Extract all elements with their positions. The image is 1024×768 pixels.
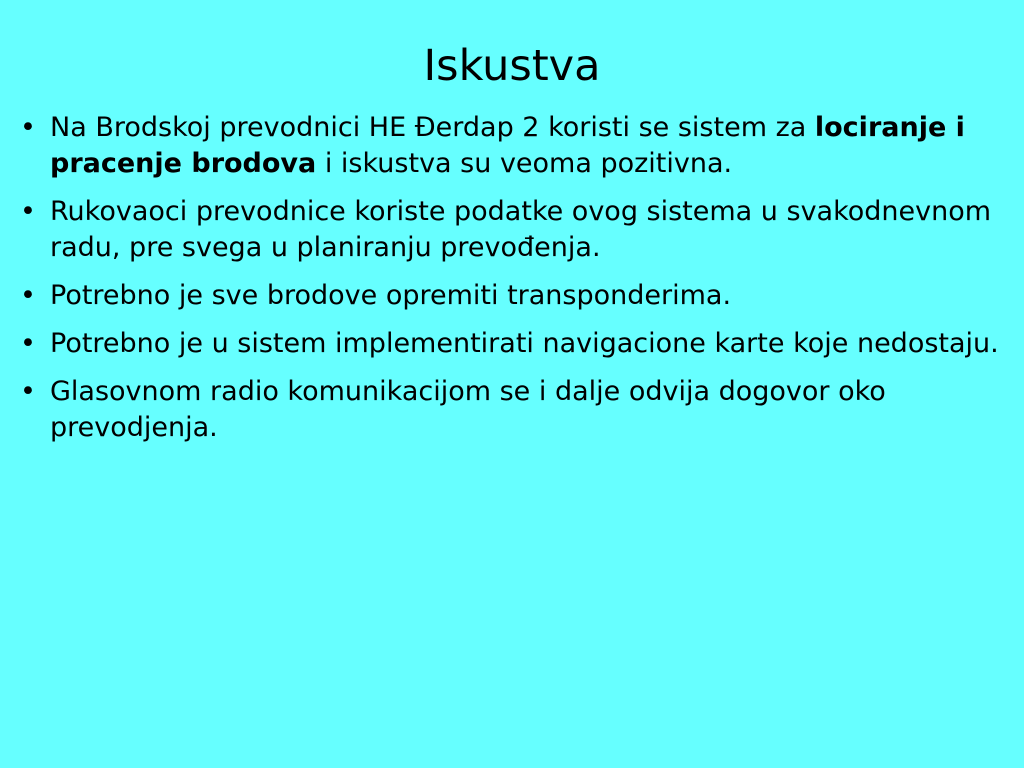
bullet-text-part: Na Brodskoj prevodnici HE Đerdap 2 koristi se sistem za <box>50 112 815 143</box>
bullet-item <box>20 374 1010 446</box>
bullet-dot-icon: • <box>20 328 36 359</box>
bullet-dot-icon: • <box>20 196 36 227</box>
bullet-list <box>20 110 1010 458</box>
bullet-text: Potrebno je u sistem implementirati navigacione karte koje nedostaju. <box>50 328 999 359</box>
bullet-dot-icon: • <box>20 112 36 143</box>
bullet-item <box>20 110 1010 182</box>
bullet-dot-icon: • <box>20 376 36 407</box>
bullet-text: Rukovaoci prevodnice koriste podatke ovog sistema u svakodnevnom radu, pre svega u planiranju prevođenja. <box>50 196 992 263</box>
bullet-text-bold: lociranje i pracenje brodova <box>50 112 965 179</box>
bullet-text-part: i iskustva su veoma pozitivna. <box>316 148 733 179</box>
bullet-item <box>20 194 1010 266</box>
bullet-item <box>20 326 1010 362</box>
bullet-text: Potrebno je sve brodove opremiti transponderima. <box>50 280 732 311</box>
bullet-item <box>20 278 1010 314</box>
bullet-text: Glasovnom radio komunikacijom se i dalje odvija dogovor oko prevodjenja. <box>50 376 886 443</box>
slide-title: Iskustva <box>423 41 601 91</box>
bullet-dot-icon: • <box>20 280 36 311</box>
